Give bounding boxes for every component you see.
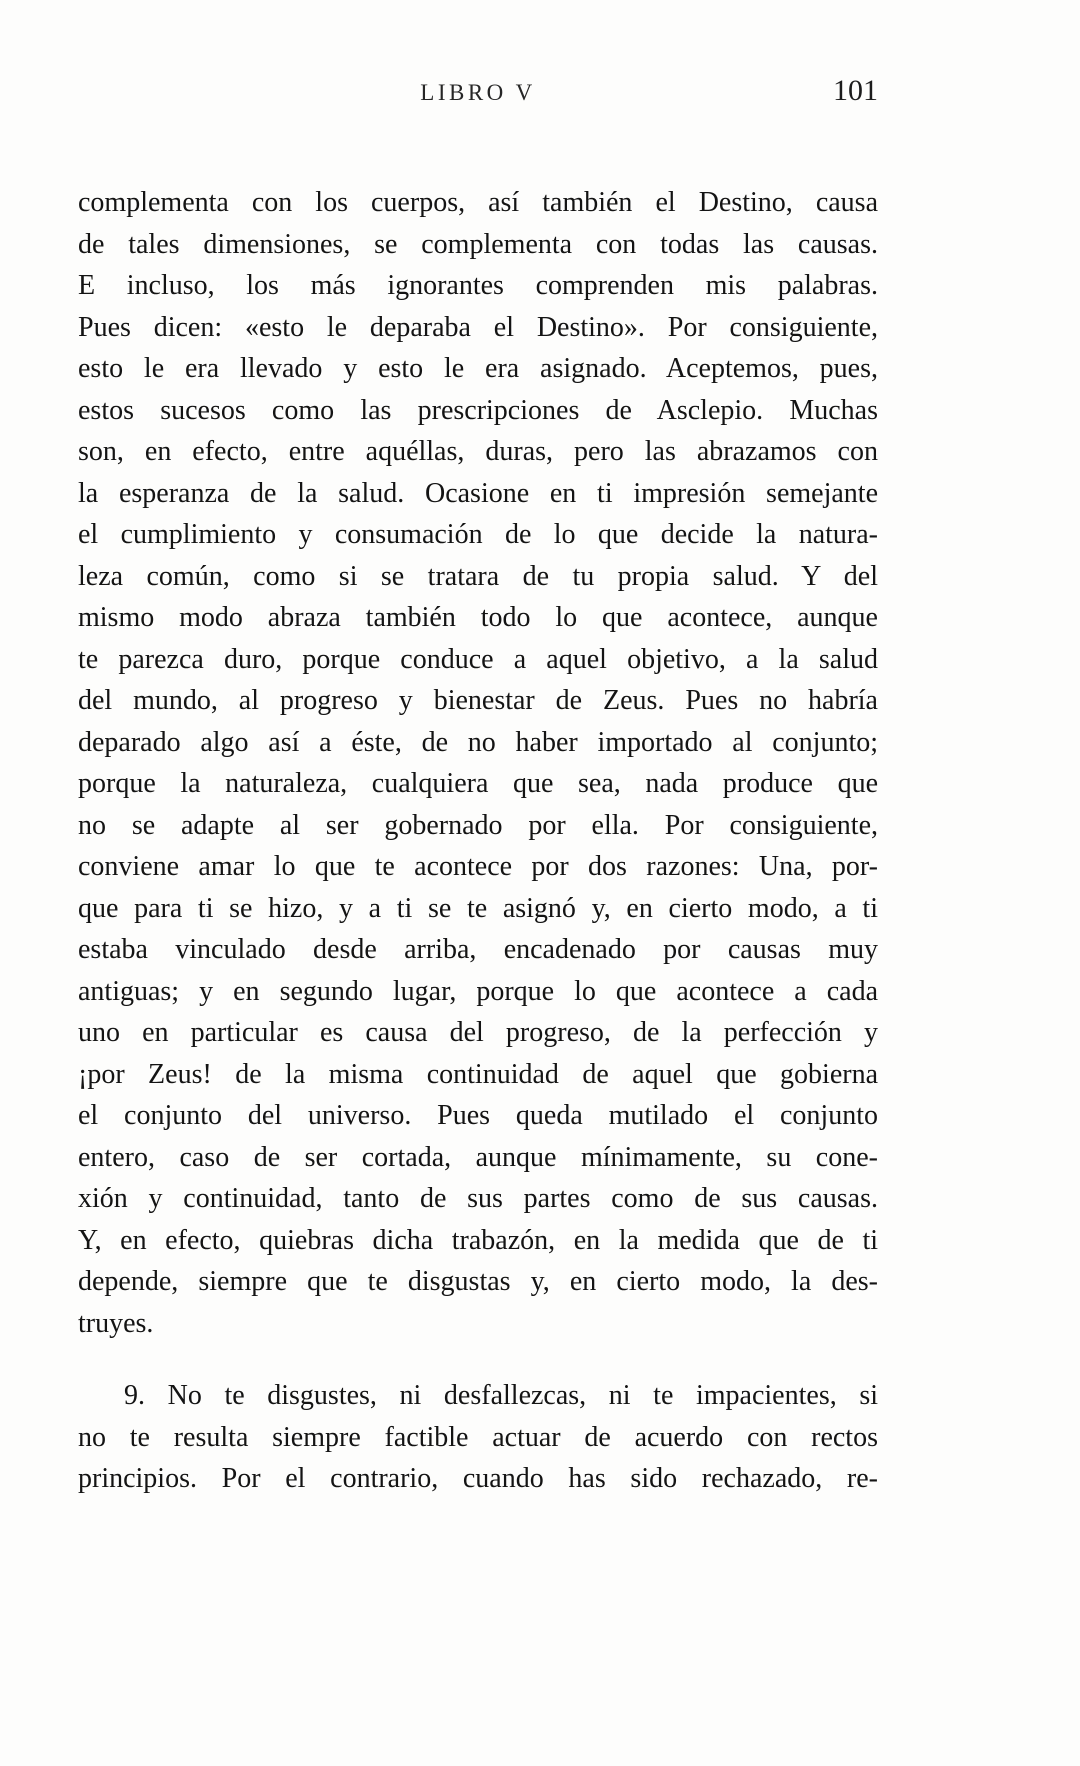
text-line: estos sucesos como las prescripciones de Asclepio. Muchas: [78, 394, 878, 426]
text-line: son, en efecto, entre aquéllas, duras, pero las abrazamos con: [78, 436, 878, 467]
text-line: xión y continuidad, tanto de sus partes como de sus causas.: [78, 1183, 878, 1214]
text-line: conviene amar lo que te acontece por dos razones: Una, por-: [78, 851, 878, 882]
text-line: principios. Por el contrario, cuando has sido rechazado, re-: [78, 1463, 878, 1494]
text-line: te parezca duro, porque conduce a aquel objetivo, a la salud: [78, 643, 878, 675]
text-line: del mundo, al progreso y bienestar de Zeus. Pues no habría: [78, 685, 878, 716]
text-line: esto le era llevado y esto le era asignado. Aceptemos, pues,: [78, 353, 878, 384]
paragraph: [78, 1375, 878, 1500]
page-body: [78, 182, 878, 1500]
text-line: Y, en efecto, quiebras dicha trabazón, en la medida que de ti: [78, 1224, 878, 1256]
text-line: Pues dicen: «esto le deparaba el Destino». Por consiguiente,: [78, 311, 878, 343]
text-line: mismo modo abraza también todo lo que acontece, aunque: [78, 602, 878, 633]
text-line: deparado algo así a éste, de no haber importado al conjunto;: [78, 726, 878, 758]
text-line: E incluso, los más ignorantes comprenden mis palabras.: [78, 270, 878, 301]
text-line: estaba vinculado desde arriba, encadenado por causas muy: [78, 934, 878, 965]
text-line: antiguas; y en segundo lugar, porque lo que acontece a cada: [78, 975, 878, 1007]
text-line: que para ti se hizo, y a ti se te asignó y, en cierto modo, a ti: [78, 892, 878, 924]
text-line: no se adapte al ser gobernado por ella. Por consiguiente,: [78, 809, 878, 841]
text-line: 9. No te disgustes, ni desfallezcas, ni te impacientes, si: [124, 1380, 878, 1411]
text-line: ¡por Zeus! de la misma continuidad de aquel que gobierna: [78, 1058, 878, 1090]
text-line: truyes.: [78, 1307, 154, 1339]
text-line: leza común, como si se tratara de tu propia salud. Y del: [78, 560, 878, 592]
text-line: complementa con los cuerpos, así también el Destino, causa: [78, 187, 878, 218]
page-header: [78, 74, 878, 112]
section-title: LIBRO V: [420, 80, 536, 105]
text-line: el conjunto del universo. Pues queda mutilado el conjunto: [78, 1100, 878, 1131]
page-number: 101: [833, 74, 878, 107]
text-line: el cumplimiento y consumación de lo que decide la natura-: [78, 519, 878, 550]
text-line: entero, caso de ser cortada, aunque mínimamente, su cone-: [78, 1141, 878, 1173]
text-line: de tales dimensiones, se complementa con todas las causas.: [78, 228, 878, 260]
text-line: no te resulta siempre factible actuar de acuerdo con rectos: [78, 1421, 878, 1453]
text-line: la esperanza de la salud. Ocasione en ti impresión semejante: [78, 477, 878, 509]
text-line: depende, siempre que te disgustas y, en cierto modo, la des-: [78, 1266, 878, 1297]
text-line: porque la naturaleza, cualquiera que sea, nada produce que: [78, 768, 878, 799]
paragraph: [78, 182, 878, 1344]
text-line: uno en particular es causa del progreso, de la perfección y: [78, 1017, 878, 1048]
